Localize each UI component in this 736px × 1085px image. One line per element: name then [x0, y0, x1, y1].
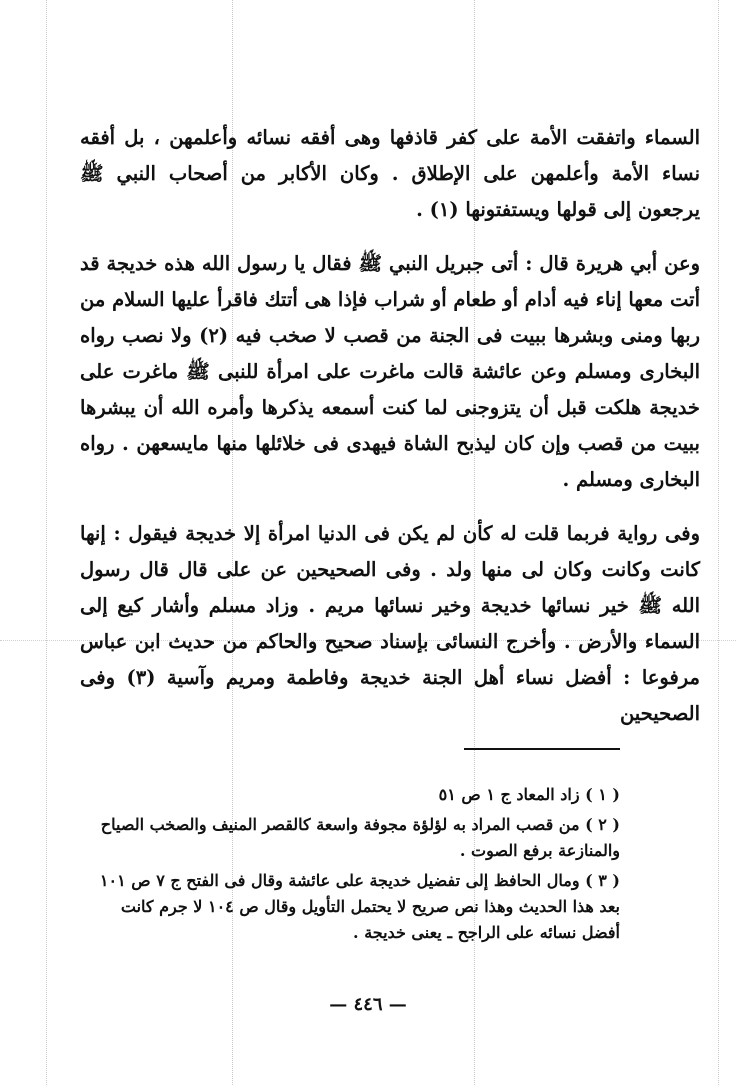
footnote-3: ( ٣ ) ومال الحافظ إلى تفضيل خديجة على عائشة وقال فى الفتح ج ٧ ص ١٠١ بعد هذا الحديث وهذا نص صريح لا يحتمل التأويل وقال ص ١٠٤ لا جرم كانت أفضل نسائه على الراجح ـ يعنى خديجة .	[99, 871, 620, 942]
footnote-separator	[464, 748, 620, 750]
page-number: — ٤٤٦ —	[329, 994, 407, 1015]
grid-line	[46, 0, 47, 1085]
main-text	[80, 120, 700, 732]
paragraph-2: وعن أبي هريرة قال : أتى جبريل النبي ﷺ فقال يا رسول الله هذه خديجة قد أتت معها إناء فيه أدام أو طعام أو شراب فإذا هى أتتك فاقرأ عليها السلام من ربها ومنى وبشرها ببيت فى الجنة من قصب لا صخب فيه (٢) ولا نصب رواه البخارى ومسلم وعن عائشة قالت ماغرت على امرأة للنبى ﷺ ماغرت على خديجة هلكت قبل أن يتزوجنى لما كنت أسمعه يذكرها وأمره الله أن يبشرها ببيت من قصب وإن كان ليذبح الشاة فيهدى فى خلائلها منها مايسعهن . رواه البخارى ومسلم .	[80, 252, 700, 491]
footnotes	[80, 782, 620, 950]
paragraph-3: وفى رواية فربما قلت له كأن لم يكن فى الدنيا امرأة إلا خديجة فيقول : إنها كانت وكانت وكان لى منها ولد . وفى الصحيحين عن على قال قال رسول الله ﷺ خير نسائها خديجة وخير نسائها مريم . وزاد مسلم وأشار كيع إلى السماء والأرض . وأخرج النسائى بإسناد صحيح والحاكم من حديث ابن عباس مرفوعا : أفضل نساء أهل الجنة خديجة وفاطمة ومريم وآسية (٣) وفى الصحيحين	[80, 522, 700, 725]
footnote-2: ( ٢ ) من قصب المراد به لؤلؤة مجوفة واسعة كالقصر المنيف والصخب الصياح والمنازعة برفع الصوت .	[100, 815, 620, 860]
paragraph-1: السماء واتفقت الأمة على كفر قاذفها وهى أفقه نسائه وأعلمهن ، بل أفقه نساء الأمة وأعلمهن على الإطلاق . وكان الأكابر من أصحاب النبي ﷺ يرجعون إلى قولها ويستفتونها (١) .	[80, 126, 700, 221]
footnote-1: ( ١ ) زاد المعاد ج ١ ص ٥١	[438, 785, 620, 804]
grid-line	[718, 0, 719, 1085]
